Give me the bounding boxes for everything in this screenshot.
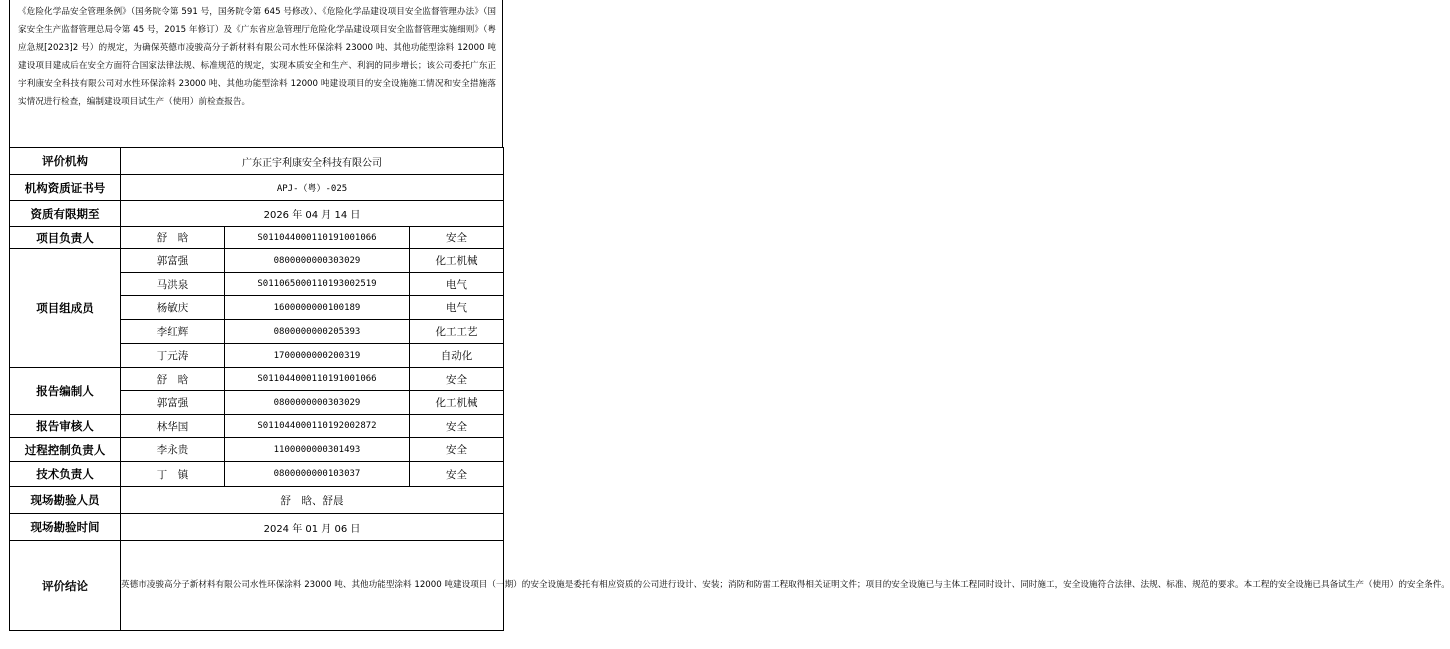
person-name: 马洪泉	[121, 273, 225, 296]
row-label-org: 评价机构	[10, 148, 121, 175]
table-row	[10, 249, 504, 273]
person-cert-id: 0800000000303029	[225, 249, 410, 273]
person-cert-id: S011044000110191001066	[225, 368, 410, 391]
table-row	[10, 368, 504, 391]
row-label-reviewer: 报告审核人	[10, 415, 121, 438]
expiry-value: 2026 年 04 月 14 日	[121, 201, 504, 227]
person-name: 李永贵	[121, 438, 225, 462]
table-row	[10, 514, 504, 541]
table-row	[10, 487, 504, 514]
row-label-process: 过程控制负责人	[10, 438, 121, 462]
person-name: 杨敏庆	[121, 296, 225, 320]
table-row	[10, 462, 504, 487]
row-label-expiry: 资质有限期至	[10, 201, 121, 227]
table-row	[10, 175, 504, 201]
row-label-conclusion: 评价结论	[10, 541, 121, 631]
person-field: 自动化	[410, 344, 504, 368]
person-cert-id: 1600000000100189	[225, 296, 410, 320]
site-date-value: 2024 年 01 月 06 日	[121, 514, 504, 541]
person-cert-id: 0800000000303029	[225, 391, 410, 415]
person-field: 电气	[410, 296, 504, 320]
intro-text: 《危险化学品安全管理条例》（国务院令第 591 号，国务院令第 645 号修改）、《危险化学品建设项目安全监督管理办法》（国家安全生产监督管理总局令第 45 号，2015 年修订）及《广东省应急管理厅危险化学品建设项目安全监督管理实施细则》（粤应急规[2023]2 号）的规定，为确保英德市凌骏高分子新材料有限公司水性环保涂料 23000 吨、其他功能型涂料 12000 吨建设项目建成后在安全方面符合国家法律法规、标准规范的规定，实现本质安全和生产、利润的同步增长；该公司委托广东正宇利康安全科技有限公司对水性环保涂料 23000 吨、其他功能型涂料 12000 吨建设项目的安全设施施工情况和安全措施落实情况进行检查，编制建设项目试生产（使用）前检查报告。	[18, 7, 496, 107]
person-name: 李红辉	[121, 320, 225, 344]
person-name: 郭富强	[121, 391, 225, 415]
person-field: 化工机械	[410, 391, 504, 415]
table-row	[10, 438, 504, 462]
person-field: 安全	[410, 368, 504, 391]
table-row	[10, 227, 504, 249]
row-label-members: 项目组成员	[10, 249, 121, 368]
table-row	[10, 541, 504, 631]
table-row	[10, 148, 504, 175]
person-field: 电气	[410, 273, 504, 296]
row-label-site-date: 现场勘验时间	[10, 514, 121, 541]
person-name: 舒 晗	[121, 368, 225, 391]
row-label-authors: 报告编制人	[10, 368, 121, 415]
person-name: 郭富强	[121, 249, 225, 273]
conclusion-text: 英德市凌骏高分子新材料有限公司水性环保涂料 23000 吨、其他功能型涂料 12000 吨建设项目（一期）的安全设施是委托有相应资质的公司进行设计、安装；消防和防雷工程取得相关证明文件；项目的安全设施已与主体工程同时设计、同时施工，安全设施符合法律、法规、标准、规范的要求。本工程的安全设施已具备试生产（使用）的安全条件。	[121, 541, 504, 631]
site-staff-value: 舒 晗、舒晨	[121, 487, 504, 514]
row-label-tech: 技术负责人	[10, 462, 121, 487]
person-cert-id: S011044000110191001066	[225, 227, 410, 249]
person-name: 丁 镇	[121, 462, 225, 487]
org-value: 广东正宇利康安全科技有限公司	[121, 148, 504, 175]
person-cert-id: 0800000000205393	[225, 320, 410, 344]
person-cert-id: 1100000000301493	[225, 438, 410, 462]
person-field: 安全	[410, 462, 504, 487]
person-cert-id: S011065000110193002519	[225, 273, 410, 296]
person-field: 安全	[410, 227, 504, 249]
person-name: 丁元涛	[121, 344, 225, 368]
person-field: 化工机械	[410, 249, 504, 273]
row-label-leader: 项目负责人	[10, 227, 121, 249]
evaluation-info-table	[9, 147, 1450, 631]
report-page	[9, 0, 1450, 646]
row-label-cert: 机构资质证书号	[10, 175, 121, 201]
person-field: 化工工艺	[410, 320, 504, 344]
person-cert-id: 1700000000200319	[225, 344, 410, 368]
person-field: 安全	[410, 415, 504, 438]
person-cert-id: 0800000000103037	[225, 462, 410, 487]
row-label-site-staff: 现场勘验人员	[10, 487, 121, 514]
table-row	[10, 415, 504, 438]
person-name: 舒 晗	[121, 227, 225, 249]
table-row	[10, 201, 504, 227]
intro-paragraph	[9, 0, 503, 147]
person-name: 林华国	[121, 415, 225, 438]
person-field: 安全	[410, 438, 504, 462]
person-cert-id: S011044000110192002872	[225, 415, 410, 438]
cert-value: APJ-（粤）-025	[121, 175, 504, 201]
